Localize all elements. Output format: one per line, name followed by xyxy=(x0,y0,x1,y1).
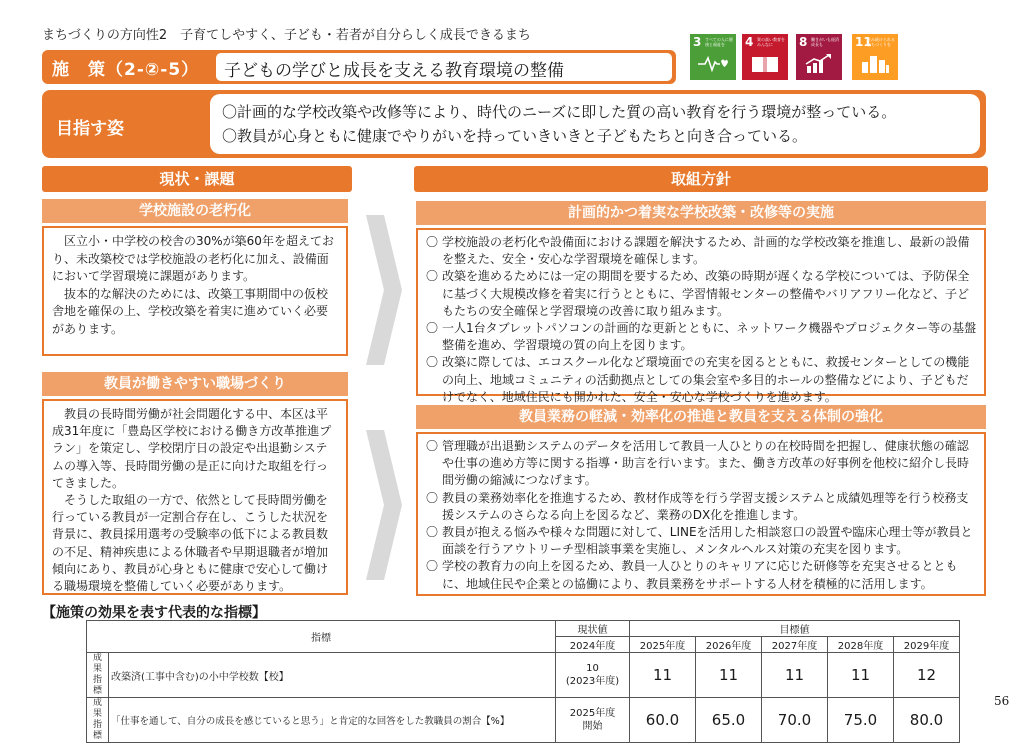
sdg-number: 4 xyxy=(745,35,754,49)
book-icon xyxy=(750,54,780,74)
list-item: 〇 学校の教育力の向上を図るため、教員一人ひとりのキャリアに応じた研修等を充実させるとともに、地域住民や企業との協働により、教員業務をサポートする人材を積極的に活用します。 xyxy=(426,559,958,591)
year-header: 2028年度 xyxy=(828,637,894,653)
target-value: 80.0 xyxy=(894,698,960,743)
teacher-support-list xyxy=(416,432,986,596)
current-issues-heading: 現状・課題 xyxy=(42,166,352,192)
indicator-type: 成果指標 xyxy=(87,698,109,743)
measure-label: 施 策（2-②-5） xyxy=(52,60,200,80)
teacher-support-heading: 教員業務の軽減・効率化の推進と教員を支える体制の強化 xyxy=(416,405,986,429)
list-item: 〇 学校施設の老朽化や設備面における課題を解決するため、計画的な学校改築を推進し、最新の設備を整えた、安全・安心な学習環境を確保します。 xyxy=(426,235,970,267)
sdg-number: 11 xyxy=(855,35,872,49)
table-row xyxy=(87,653,960,698)
list-item: 〇 教員が抱える悩みや様々な問題に対して、LINEを活用した相談窓口の設置や臨床心理士等が教員と面談を行うアウトリーチ型相談事業を実施し、メンタルヘルス対策の充実を図ります。 xyxy=(426,525,973,557)
sdg-badge-8 xyxy=(796,34,842,80)
page-number: 56 xyxy=(994,694,1010,708)
current-value: 10 (2023年度) xyxy=(556,653,630,698)
goal-label: 目指す姿 xyxy=(56,119,124,139)
year-header: 2025年度 xyxy=(630,637,696,653)
target-value: 11 xyxy=(762,653,828,698)
sdg-number: 8 xyxy=(799,35,808,49)
aging-paragraph-2: 抜本的な解決のためには、改築工事期間中の仮校舎地を確保の上、学校改築を着実に進めていく必要があります。 xyxy=(52,286,329,336)
sdg-badge-11 xyxy=(852,34,898,80)
year-header: 2027年度 xyxy=(762,637,828,653)
target-value: 75.0 xyxy=(828,698,894,743)
aging-paragraph-1: 区立小・中学校の校舎の30%が築60年を超えており、未改築校では学校施設の老朽化に加え、設備面において学習環境に課題があります。 xyxy=(52,234,334,283)
indicators-title: 【施策の効果を表す代表的な指標】 xyxy=(42,605,266,621)
sdg-badge-4 xyxy=(742,34,788,80)
sdg-label: 働きがいも経済成長も xyxy=(811,37,839,47)
workplace-text xyxy=(42,399,348,595)
indicator-type: 成果指標 xyxy=(87,653,109,698)
list-item: 〇 改築を進めるためには一定の期間を要するため、改築の時期が遅くなる学校については、予防保全に基づく大規模改修を着実に行うとともに、学習情報センターの整備やバリアフリー化など、子どもたちの安全確保と学習環境の改善に取り組みます。 xyxy=(426,269,970,318)
goal-line-2: 〇教員が心身ともに健康でやりがいを持っていきいきと子どもたちと向き合っている。 xyxy=(222,127,808,145)
workplace-paragraph-2: そうした取組の一方で、依然として長時間労働を行っている教員が一定割合存在し、こうした状況を背景に、教員採用選考の受験率の低下による教員数の不足、精神疾患による休職者や早期退職者が増加傾向にあり、教員が心身ともに健康で安心して働ける職場環境を整備していく必要があります。 xyxy=(52,493,329,594)
target-value: 70.0 xyxy=(762,698,828,743)
target-column-header: 目標値 xyxy=(630,621,960,637)
growth-chart-icon xyxy=(804,54,834,74)
list-item: 〇 一人1台タブレットパソコンの計画的な更新とともに、ネットワーク機器やプロジェクター等の基盤整備を進め、学習環境の質の向上を図ります。 xyxy=(426,321,977,353)
policy-heading: 取組方針 xyxy=(414,166,988,192)
indicator-name: 「仕事を通して、自分の成長を感じていると思う」と肯定的な回答をした教職員の割合【%】 xyxy=(109,698,556,743)
sdg-badge-3 xyxy=(690,34,736,80)
target-value: 12 xyxy=(894,653,960,698)
current-column-header: 現状値 xyxy=(556,621,630,637)
list-item: 〇 教員の業務効率化を推進するため、教材作成等を行う学習支援システムと成績処理等を行う校務支援システムのさらなる向上を図るなど、業務のDX化を推進します。 xyxy=(426,490,969,522)
goal-line-1: 〇計画的な学校改築や改修等により、時代のニーズに即した質の高い教育を行う環境が整っている。 xyxy=(222,103,897,121)
target-value: 11 xyxy=(696,653,762,698)
sdg-label: 質の高い教育をみんなに xyxy=(757,37,785,47)
workplace-heading: 教員が働きやすい職場づくり xyxy=(42,372,348,396)
indicators-table xyxy=(86,620,960,743)
table-row xyxy=(87,698,960,743)
target-value: 11 xyxy=(630,653,696,698)
city-icon xyxy=(860,54,890,74)
list-item: 〇 改築に際しては、エコスクール化など環境面での充実を図るとともに、救援センターとしての機能の向上、地域コミュニティの活動拠点としての集会室や多目的ホールの整備などにより、子どもだけでなく、地域住民にも開かれた、安全・安心な学校づくりを進めます。 xyxy=(426,355,970,404)
arrow-right-icon xyxy=(364,430,404,580)
sdg-label: 住み続けられるまちづくりを xyxy=(867,37,895,47)
measure-title: 子どもの学びと成長を支える教育環境の整備 xyxy=(224,61,564,81)
arrow-right-icon xyxy=(364,215,404,365)
current-year-header: 2024年度 xyxy=(556,637,630,653)
year-header: 2026年度 xyxy=(696,637,762,653)
aging-facilities-heading: 学校施設の老朽化 xyxy=(42,199,348,223)
page-direction-heading: まちづくりの方向性2 子育てしやすく、子ども・若者が自分らしく成長できるまち xyxy=(42,28,531,43)
school-rebuild-list xyxy=(416,228,986,404)
aging-facilities-text xyxy=(42,226,348,356)
list-item: 〇 管理職が出退勤システムのデータを活用して教員一人ひとりの在校時間を把握し、健康状態の確認や仕事の進め方等に関する指導・助言を行います。また、働き方改革の好事例を他校に紹介し長時間労働の縮減につなげます。 xyxy=(426,439,970,488)
target-value: 65.0 xyxy=(696,698,762,743)
school-rebuild-heading: 計画的かつ着実な学校改築・改修等の実施 xyxy=(416,201,986,225)
heartbeat-icon xyxy=(698,54,728,72)
sdg-number: 3 xyxy=(693,35,702,49)
workplace-paragraph-1: 教員の長時間労働が社会問題化する中、本区は平成31年度に「豊島区学校における働き方改革推進プラン」を策定し、学校閉庁日の設定や出退勤システムの導入等、長時間労働の是正に向けた取組を行ってきました。 xyxy=(52,407,332,490)
target-value: 11 xyxy=(828,653,894,698)
indicator-name: 改築済(工事中含む)の小中学校数【校】 xyxy=(109,653,556,698)
target-value: 60.0 xyxy=(630,698,696,743)
current-value: 2025年度 開始 xyxy=(556,698,630,743)
sdg-label: すべての人に健康と福祉を xyxy=(705,37,733,47)
indicator-column-header: 指標 xyxy=(87,621,556,653)
year-header: 2029年度 xyxy=(894,637,960,653)
